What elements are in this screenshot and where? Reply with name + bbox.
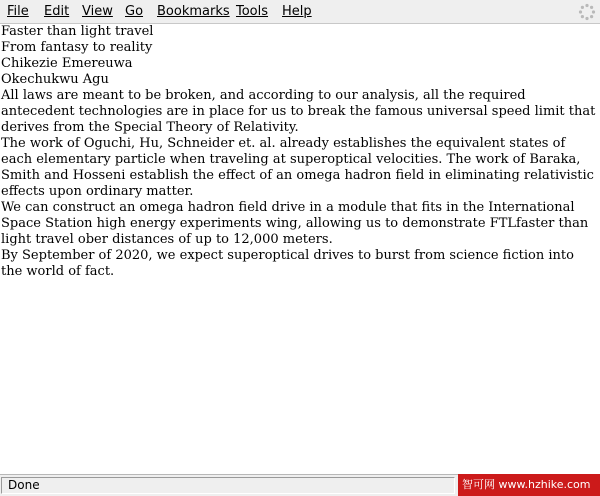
document-title: Faster than light travel: [1, 24, 154, 39]
menu-bar: [0, 0, 600, 24]
menu-tools[interactable]: [236, 4, 268, 20]
throbber-icon: [578, 3, 596, 21]
menu-file[interactable]: [7, 4, 29, 20]
menu-help[interactable]: [282, 4, 312, 20]
menu-go-label: Go: [125, 4, 144, 19]
menu-edit[interactable]: [44, 4, 69, 20]
menu-tools-label: Tools: [236, 4, 269, 19]
page-content: [0, 24, 600, 474]
menu-view[interactable]: [82, 4, 113, 20]
watermark-logo: 智可网 www.hzhike.com: [458, 474, 600, 496]
status-text: Done: [1, 477, 455, 494]
menu-bookmarks[interactable]: [157, 4, 230, 20]
paragraph-3: We can construct an omega hadron field drive in a module that fits in the International Space Station high energy experiments wing, allowing us to demonstrate FTLfaster than light travel ober distances of up to 12,000 meters.: [1, 200, 589, 247]
menu-help-label: Help: [282, 4, 312, 19]
paragraph-2: The work of Oguchi, Hu, Schneider et. al. already establishes the equivalent states of each elementary particle when traveling at superoptical velocities. The work of Baraka, Smith and Hosseni establish the effect of an omega hadron field in eliminating relativistic effects upon ordinary matter.: [1, 136, 594, 199]
menu-go[interactable]: [125, 4, 143, 20]
menu-view-label: View: [82, 4, 113, 19]
paragraph-4: By September of 2020, we expect superoptical drives to burst from science fiction into the world of fact.: [1, 248, 574, 279]
author-1: Chikezie Emereuwa: [1, 56, 133, 71]
document-subtitle: From fantasy to reality: [1, 40, 153, 55]
menu-bookmarks-label: Bookmarks: [157, 4, 230, 19]
menu-edit-label: Edit: [44, 4, 70, 19]
paragraph-1: All laws are meant to be broken, and according to our analysis, all the required antecedent technologies are in place for us to break the famous universal speed limit that derives from the Special Theory of Relativity.: [1, 88, 596, 135]
author-2: Okechukwu Agu: [1, 72, 109, 87]
menu-file-label: File: [7, 4, 29, 19]
